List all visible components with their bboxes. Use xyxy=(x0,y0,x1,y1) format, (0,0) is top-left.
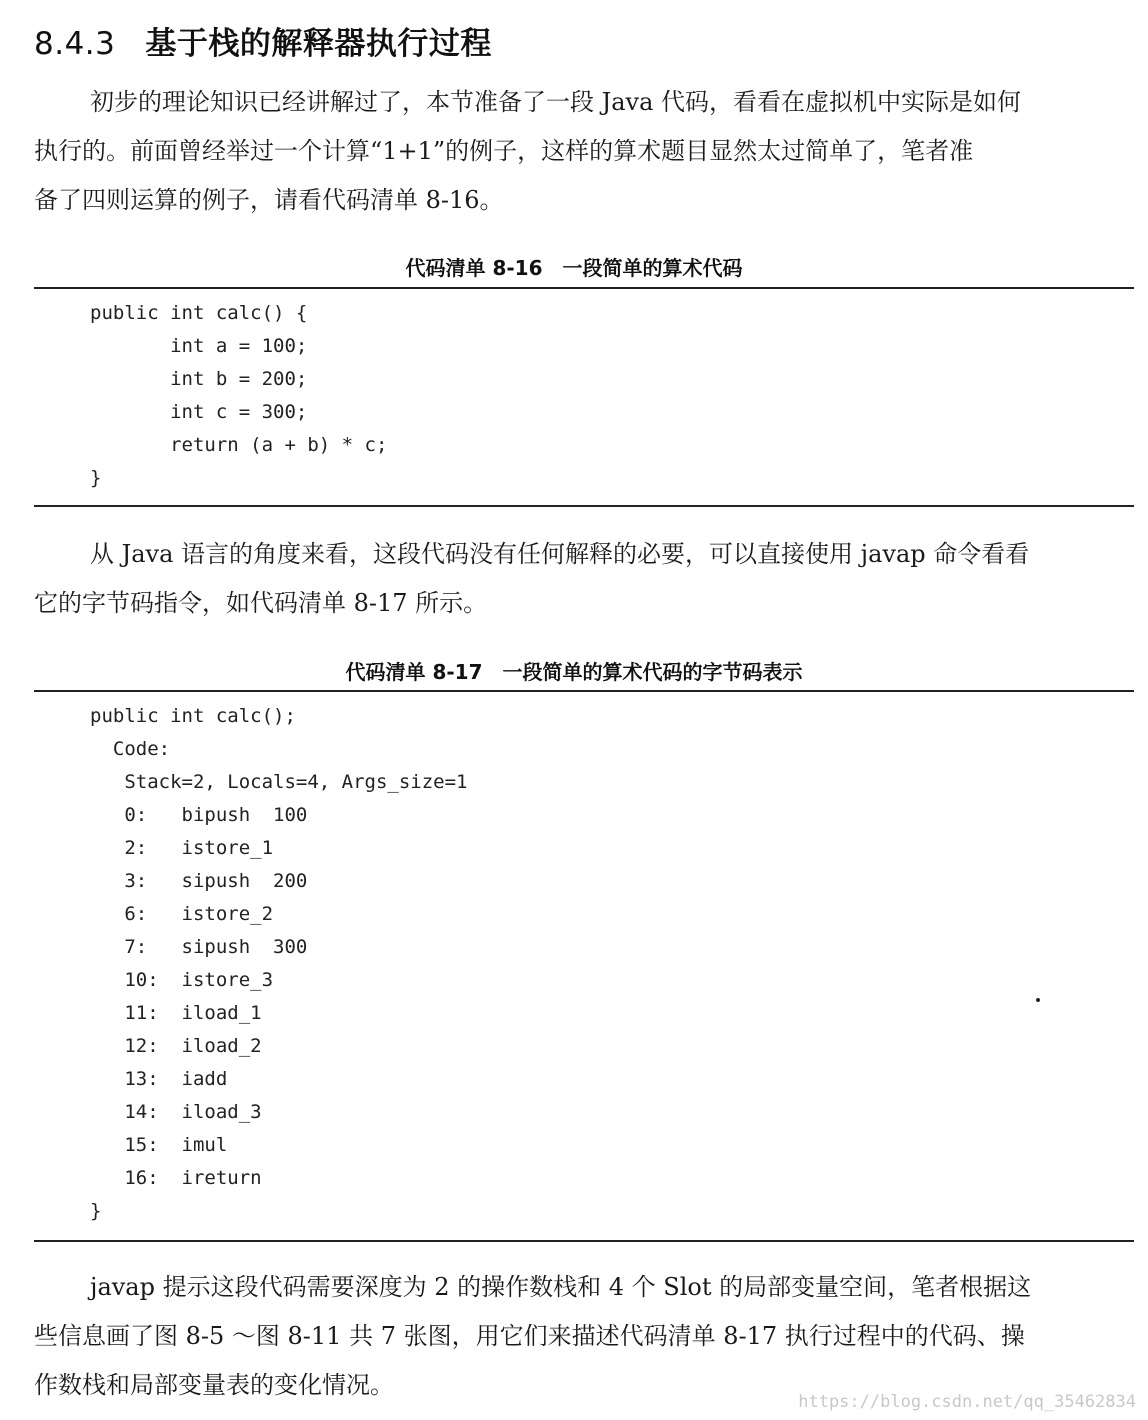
code-listing-8-16 xyxy=(90,297,387,495)
paragraph-line: javap 提示这段代码需要深度为 2 的操作数栈和 4 个 Slot 的局部变量空间，笔者根据这 xyxy=(90,1273,1032,1301)
code-line: int c = 300; xyxy=(90,401,308,423)
watermark-url: https://blog.csdn.net/qq_35462834 xyxy=(798,1392,1136,1412)
paragraph-line: 初步的理论知识已经讲解过了，本节准备了一段 Java 代码，看看在虚拟机中实际是如何 xyxy=(90,88,1022,116)
code-line: 12: iload_2 xyxy=(90,1035,262,1057)
code-line: int a = 100; xyxy=(90,335,308,357)
paragraph-line: 执行的。前面曾经举过一个计算“1+1”的例子，这样的算术题目显然太过简单了，笔者准 xyxy=(34,137,974,165)
code-line: return (a + b) * c; xyxy=(90,434,388,456)
code-line: } xyxy=(90,1200,102,1222)
listing-top-rule xyxy=(34,287,1134,289)
paragraph-line: 些信息画了图 8-5 ～图 8-11 共 7 张图，用它们来描述代码清单 8-17 执行过程中的代码、操 xyxy=(34,1322,1025,1350)
section-heading xyxy=(34,18,492,63)
code-line: 7: sipush 300 xyxy=(90,936,308,958)
listing-bottom-rule xyxy=(34,505,1134,507)
code-line: 6: istore_2 xyxy=(90,903,274,925)
code-line: int b = 200; xyxy=(90,368,308,390)
section-number: 8.4.3 xyxy=(34,26,116,62)
listing-caption-8-16: 代码清单 8-16 一段简单的算术代码 xyxy=(405,256,743,280)
code-line: 16: ireturn xyxy=(90,1167,262,1189)
scan-speck xyxy=(1036,998,1040,1002)
listing-caption-8-17: 代码清单 8-17 一段简单的算术代码的字节码表示 xyxy=(345,660,803,684)
code-line: 11: iload_1 xyxy=(90,1002,262,1024)
code-line: 13: iadd xyxy=(90,1068,228,1090)
code-line: public int calc() { xyxy=(90,302,308,324)
paragraph-line: 备了四则运算的例子，请看代码清单 8-16。 xyxy=(34,186,504,214)
code-line: public int calc(); xyxy=(90,705,296,727)
code-line: 14: iload_3 xyxy=(90,1101,262,1123)
code-line: 0: bipush 100 xyxy=(90,804,308,826)
code-line: 3: sipush 200 xyxy=(90,870,308,892)
middle-paragraph xyxy=(34,530,1134,628)
code-line: Code: xyxy=(90,738,171,760)
paragraph-line: 从 Java 语言的角度来看，这段代码没有任何解释的必要，可以直接使用 javap 命令看看 xyxy=(90,540,1030,568)
paragraph-line: 作数栈和局部变量表的变化情况。 xyxy=(34,1371,394,1399)
listing-top-rule xyxy=(34,690,1134,692)
closing-paragraph xyxy=(34,1263,1134,1410)
code-line: 15: imul xyxy=(90,1134,228,1156)
section-title: 基于栈的解释器执行过程 xyxy=(145,26,492,62)
code-line: Stack=2, Locals=4, Args_size=1 xyxy=(90,771,468,793)
code-line: } xyxy=(90,467,102,489)
intro-paragraph xyxy=(34,78,1134,225)
listing-bottom-rule xyxy=(34,1240,1134,1242)
code-line: 2: istore_1 xyxy=(90,837,274,859)
code-listing-8-17 xyxy=(90,700,468,1228)
paragraph-line: 它的字节码指令，如代码清单 8-17 所示。 xyxy=(34,589,488,617)
code-line: 10: istore_3 xyxy=(90,969,274,991)
